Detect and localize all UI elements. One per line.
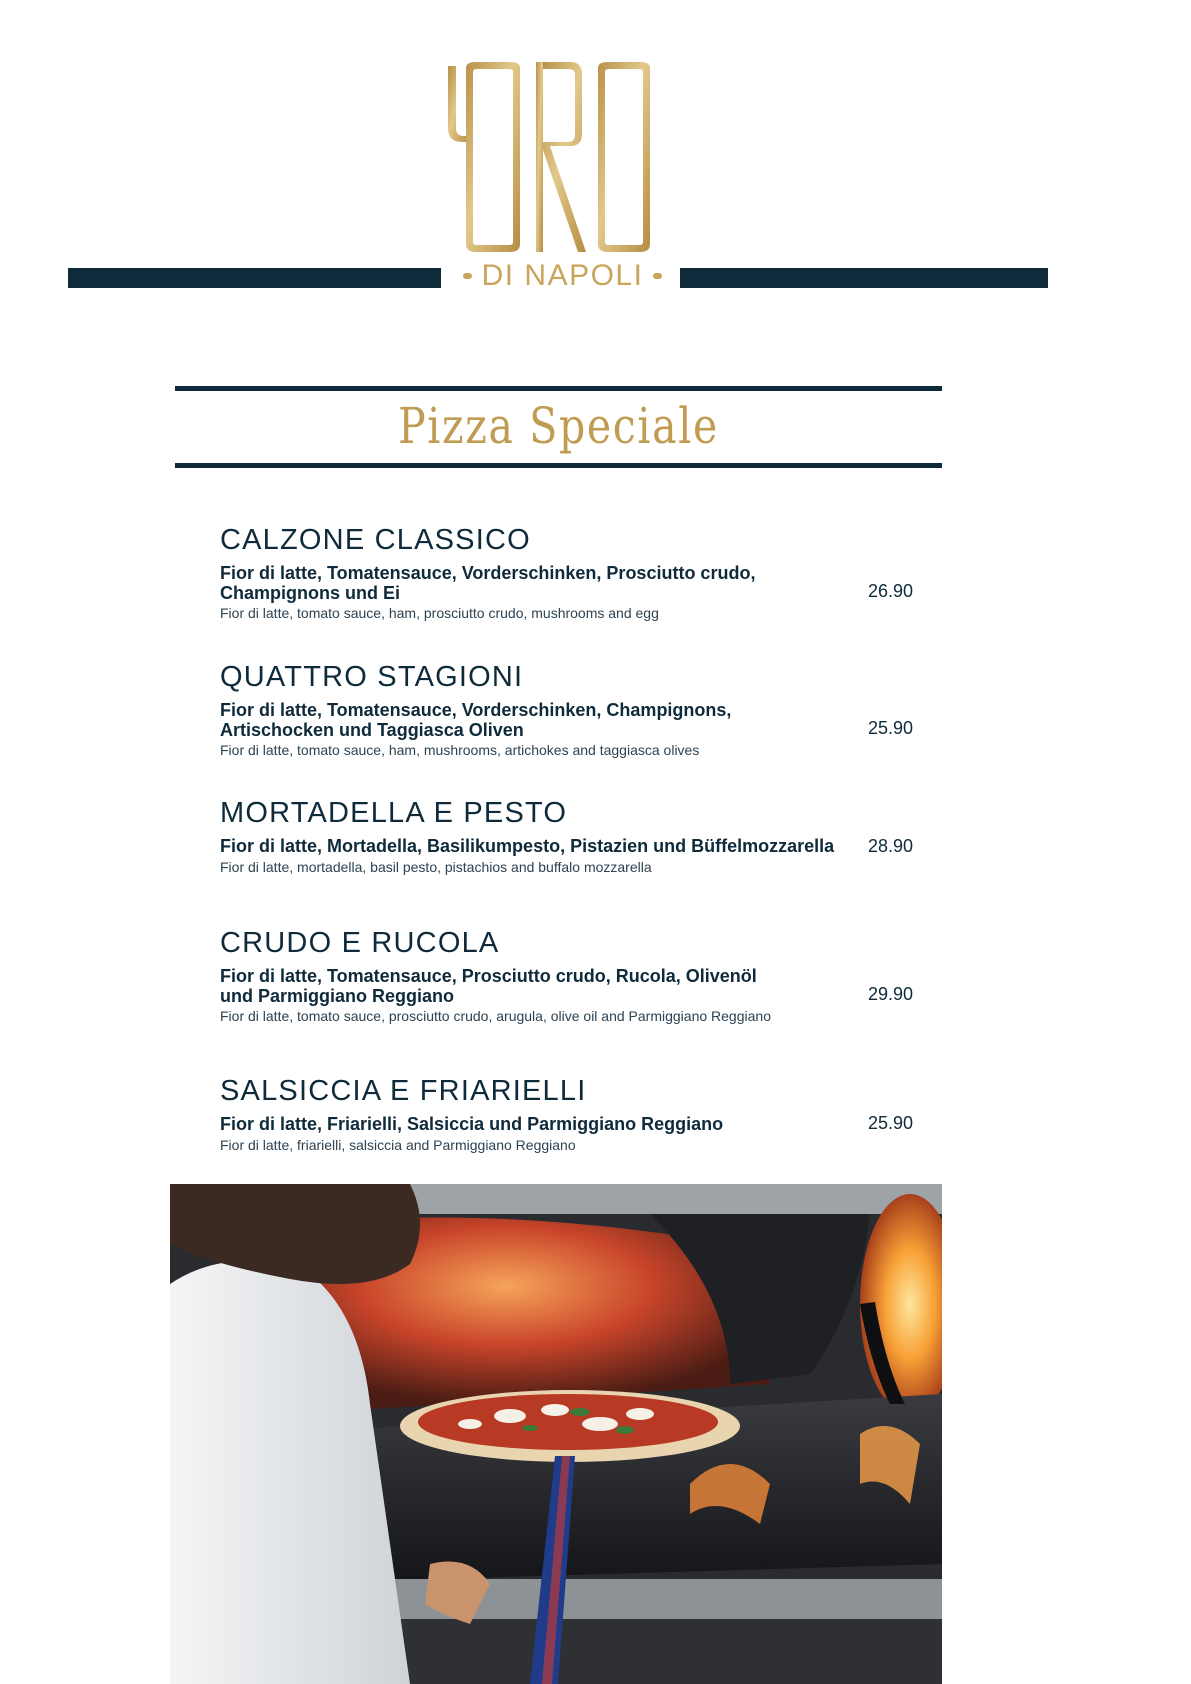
item-description-de: Fior di latte, Tomatensauce, Vorderschinken, Prosciutto crudo, Champignons und Ei bbox=[220, 563, 756, 603]
section-rule-top bbox=[175, 386, 942, 391]
brand-subtitle-group bbox=[455, 258, 670, 294]
item-name: CRUDO E RUCOLA bbox=[220, 927, 500, 959]
item-price: 28.90 bbox=[868, 836, 914, 856]
item-description-en: Fior di latte, tomato sauce, ham, prosciutto crudo, mushrooms and egg bbox=[220, 605, 659, 621]
menu-item bbox=[220, 795, 930, 876]
section-rule-bottom bbox=[175, 463, 942, 468]
menu-item bbox=[220, 522, 930, 622]
item-description-en: Fior di latte, friarielli, salsiccia and Parmiggiano Reggiano bbox=[220, 1136, 576, 1153]
menu-item bbox=[220, 925, 930, 1025]
menu-item bbox=[220, 1073, 930, 1154]
subtitle-dash-left bbox=[463, 273, 472, 279]
item-price: 26.90 bbox=[868, 581, 914, 601]
item-name: MORTADELLA E PESTO bbox=[220, 797, 568, 829]
subtitle-dash-right bbox=[653, 273, 662, 279]
item-description-en: Fior di latte, mortadella, basil pesto, pistachios and buffalo mozzarella bbox=[220, 858, 652, 875]
item-description-en: Fior di latte, tomato sauce, prosciutto crudo, arugula, olive oil and Parmiggiano Reggiano bbox=[220, 1008, 771, 1024]
brand-logo bbox=[440, 58, 680, 268]
section-title: Pizza Speciale bbox=[398, 397, 719, 455]
pizza-oven-illustration bbox=[170, 1184, 942, 1684]
header-bar-right bbox=[680, 268, 1048, 288]
oro-logo-mark bbox=[440, 58, 680, 268]
brand-subtitle: DI NAPOLI bbox=[481, 259, 644, 292]
menu-item bbox=[220, 659, 930, 759]
item-description-en: Fior di latte, tomato sauce, ham, mushrooms, artichokes and taggiasca olives bbox=[220, 742, 700, 758]
item-description-de: Fior di latte, Tomatensauce, Vorderschinken, Champignons, Artischocken und Taggiasca Oliven bbox=[220, 700, 732, 740]
item-name: CALZONE CLASSICO bbox=[220, 524, 531, 556]
item-description-de: Fior di latte, Mortadella, Basilikumpesto, Pistazien und Büffelmozzarella bbox=[220, 836, 835, 856]
item-price: 25.90 bbox=[868, 1113, 914, 1133]
header-bar-left bbox=[68, 268, 441, 288]
item-description-de: Fior di latte, Friarielli, Salsiccia und Parmiggiano Reggiano bbox=[220, 1114, 724, 1134]
item-name: SALSICCIA E FRIARIELLI bbox=[220, 1075, 587, 1107]
item-description-de: Fior di latte, Tomatensauce, Prosciutto crudo, Rucola, Olivenöl und Parmiggiano Reggiano bbox=[220, 966, 757, 1006]
item-price: 29.90 bbox=[868, 984, 914, 1004]
item-price: 25.90 bbox=[868, 718, 914, 738]
pizza-oven-photo bbox=[170, 1184, 942, 1684]
item-name: QUATTRO STAGIONI bbox=[220, 661, 524, 693]
